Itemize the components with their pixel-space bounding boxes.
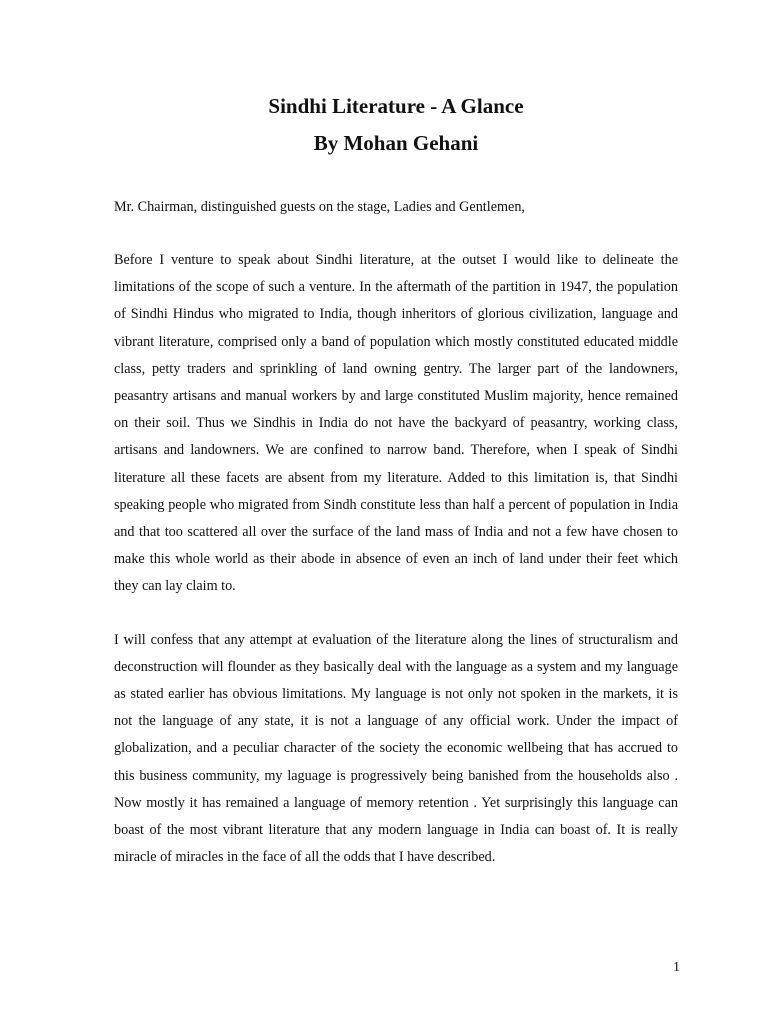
paragraph-2: I will confess that any attempt at evaluation of the literature along the lines of structuralism and deconstruction will flounder as they basically deal with the language as a system and my language as stated earlier has obvious limitations. My language is not only not spoken in the markets, it is not the language of any state, it is not a language of any official work. Under the impact of globalization, and a peculiar character of the society the economic wellbeing that has accrued to this business community, my laguage is progressively being banished from the households also . Now mostly it has remained a language of memory retention . Yet surprisingly this language can boast of the most vibrant literature that any modern language in India can boast of. It is really miracle of miracles in the face of all the odds that I have described. (114, 631, 678, 866)
author-line: By Mohan Gehani (313, 131, 479, 155)
document-title-block (114, 88, 678, 162)
salutation: Mr. Chairman, distinguished guests on the stage, Ladies and Gentlemen, (114, 199, 525, 215)
document-page (114, 88, 678, 886)
paragraph-1: Before I venture to speak about Sindhi literature, at the outset I would like to delineate the limitations of the scope of such a venture. In the aftermath of the partition in 1947, the population of Sindhi Hindus who migrated to India, though inheritors of glorious civilization, language and vibrant literature, comprised only a band of population which mostly constituted educated middle class, petty traders and sprinkling of land owning gentry. The larger part of the landowners, peasantry artisans and manual workers by and large constituted Muslim majority, hence remained on their soil. Thus we Sindhis in India do not have the backyard of peasantry, working class, artisans and landowners. We are confined to narrow band. Therefore, when I speak of Sindhi literature all these facets are absent from my literature. Added to this limitation is, that Sindhi speaking people who migrated from Sindh constitute less than half a percent of population in India and that too scattered all over the surface of the land mass of India and not a few have chosen to make this whole world as their abode in absence of even an inch of land under their feet which they can lay claim to. (114, 252, 678, 595)
page-number: 1 (673, 960, 680, 975)
document-title: Sindhi Literature - A Glance (268, 94, 524, 118)
